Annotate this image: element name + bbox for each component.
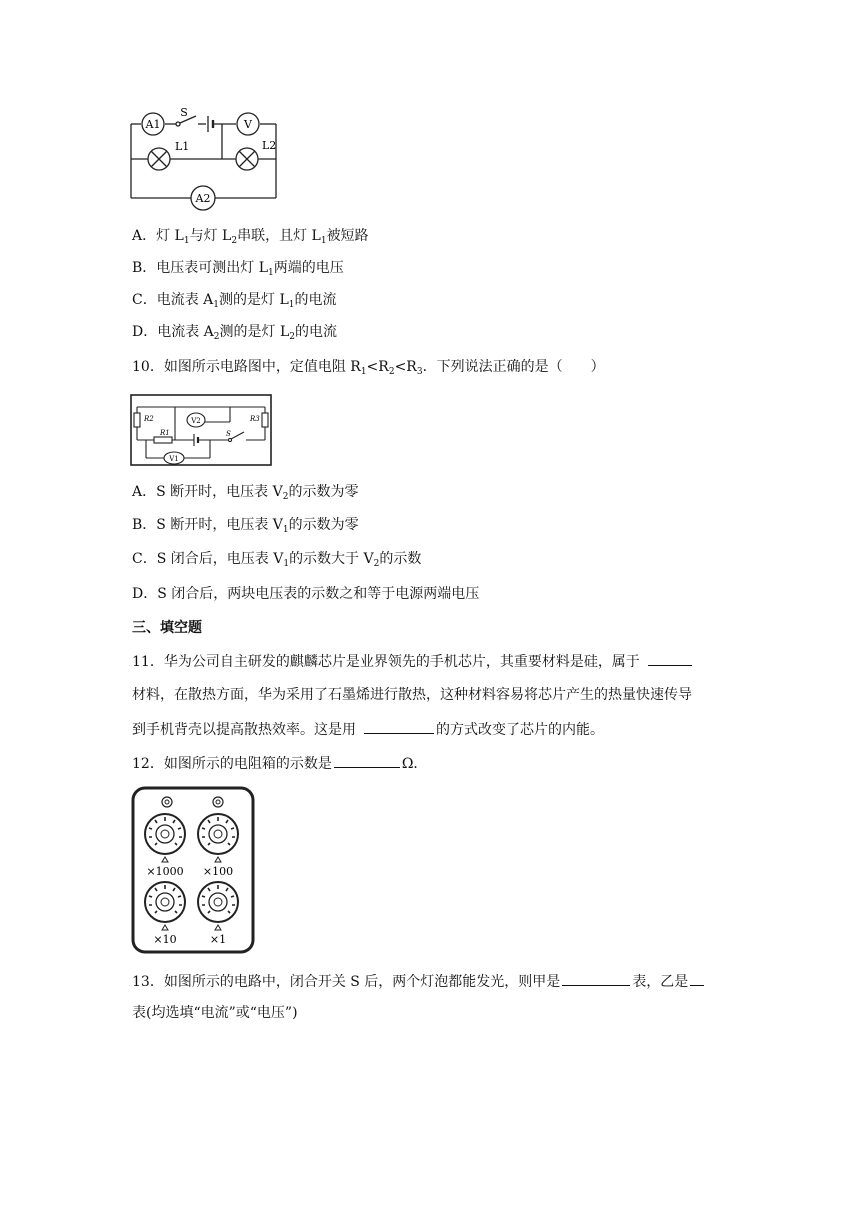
q13-text1: 13．如图所示的电路中，闭合开关 S 后，两个灯泡都能发光，则甲是 [132,974,561,990]
q10-option-d [132,584,479,604]
q9-a-text1: A．灯 L [132,228,184,244]
q9-a-text4: 被短路 [326,228,369,244]
q12-text2: Ω． [401,756,428,772]
q12-blank[interactable] [334,753,400,768]
label-v2: V2 [191,417,201,425]
q9-b-text2: 两端的电压 [273,260,344,276]
resistance-box-figure [130,785,256,955]
q9-d-text3: 的电流 [295,324,338,340]
multiplier-100: ×100 [202,865,234,878]
q9-d-sub1: 2 [213,332,220,342]
label-s: S [180,106,188,119]
q10-stem-text2: <R [366,359,389,375]
q9-b-text1: B．电压表可测出灯 L [132,260,269,276]
q10-c-text2: 的示数大于 V [289,551,374,567]
q9-a-sub2: 2 [231,236,238,246]
label-s: S [226,430,231,438]
q13-line2: 表(均选填“电流”或“电压”) [132,1005,298,1021]
q13-line1 [132,971,706,992]
label-r3: R3 [250,415,260,423]
q10-c-sub2: 2 [373,559,380,569]
q11-blank2[interactable] [364,719,434,734]
q10-d-text1: D．S 闭合后，两块电压表的示数之和等于电源两端电压 [132,586,480,602]
q10-a-sub1: 2 [282,492,289,502]
label-v1: V1 [169,455,179,463]
q10-c-text3: 的示数 [379,551,422,567]
q9-option-d [132,322,337,342]
q11-line2: 材料，在散热方面，华为采用了石墨烯进行散热，这种材料容易将芯片产生的热量快速传导 [132,687,692,703]
q10-a-text1: A．S 断开时，电压表 V [132,484,283,500]
q10-b-sub1: 1 [282,525,289,535]
multiplier-1: ×1 [209,933,227,946]
q9-circuit-diagram [128,104,280,212]
q11-text3a: 到手机背壳以提高散热效率。这是用 [132,722,356,738]
q10-stem-text1: 10．如图所示电路图中，定值电阻 R [132,359,361,375]
q9-option-a [132,226,369,246]
q12-text1: 12．如图所示的电阻箱的示数是 [132,756,332,772]
q9-a-text2: 与灯 L [189,228,232,244]
q10-c-sub1: 1 [283,559,290,569]
q9-c-sub2: 1 [288,300,295,310]
q10-stem [132,357,605,377]
q10-a-text2: 的示数为零 [288,484,359,500]
q9-c-sub1: 1 [213,300,220,310]
q10-stem-text3: <R [394,359,417,375]
q10-b-text1: B．S 断开时，电压表 V [132,517,283,533]
q11-text1: 11．华为公司自主研发的麒麟芯片是业界领先的手机芯片，其重要材料是硅，属于 [132,654,640,670]
multiplier-1000: ×1000 [146,865,184,878]
q9-option-c [132,290,337,310]
q9-b-sub1: 1 [268,268,274,278]
label-a2: A2 [195,192,211,205]
q10-stem-text4: ．下列说法正确的是（ ） [422,359,605,375]
q11-blank1[interactable] [648,651,692,666]
q9-d-text1: D．电流表 A [132,324,214,340]
q9-c-text1: C．电流表 A [132,292,214,308]
q10-stem-sub1: 1 [360,367,367,377]
q10-c-text1: C．S 闭合后，电压表 V [132,551,284,567]
label-r1: R1 [160,429,170,437]
q12-stem [132,753,427,774]
q9-c-text2: 测的是灯 L [219,292,289,308]
q10-stem-sub3: 3 [416,367,423,377]
q9-option-b [132,258,344,278]
q11-line1 [132,651,694,672]
q10-b-text2: 的示数为零 [288,517,359,533]
q9-a-sub3: 1 [320,236,327,246]
multiplier-10: ×10 [153,933,177,946]
q11-text3b: 的方式改变了芯片的内能。 [436,722,604,738]
q10-option-c [132,549,421,569]
q9-d-sub2: 2 [289,332,296,342]
label-l2: L2 [262,139,277,152]
q13-blank2[interactable] [690,971,704,986]
label-l1: L1 [175,140,190,153]
q11-line3 [132,719,604,740]
label-a1: A1 [145,118,161,131]
q9-a-sub1: 1 [183,236,190,246]
section-title: 三、填空题 [132,620,202,636]
q10-option-b [132,515,359,535]
label-r2: R2 [144,415,154,423]
q10-circuit-diagram [130,394,272,466]
label-v: V [244,118,252,131]
q9-d-text2: 测的是灯 L [219,324,290,340]
q13-blank1[interactable] [562,971,630,986]
q9-a-text3: 串联，且灯 L [237,228,321,244]
q13-text2: 表，乙是 [632,974,689,990]
q10-stem-sub2: 2 [388,367,395,377]
q10-option-a [132,482,358,502]
q9-c-text3: 的电流 [294,292,337,308]
